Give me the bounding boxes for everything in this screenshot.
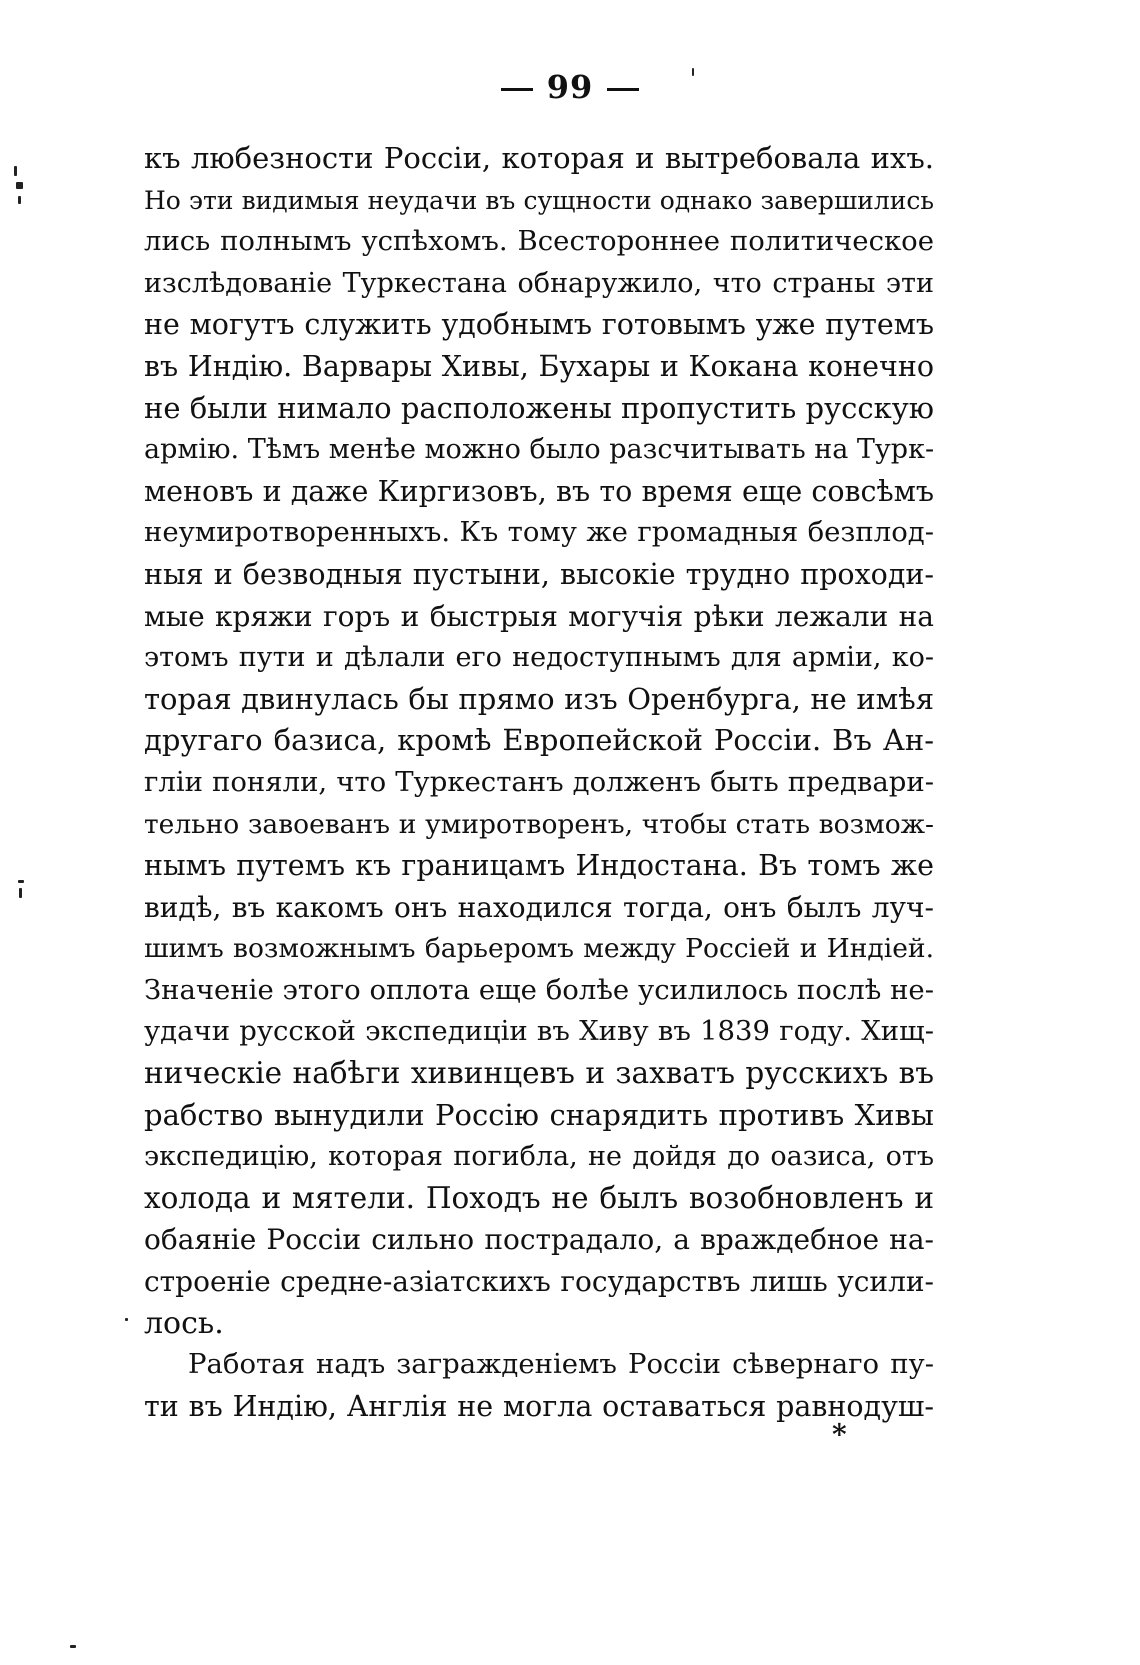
text-line: Значеніе этого оплота еще болѣе усилилось послѣ не- — [144, 973, 934, 1006]
text-line: не были нимало расположены пропустить русскую — [144, 390, 934, 425]
text-line: шимъ возможнымъ барьеромъ между Россіей и Индіей. — [144, 933, 934, 965]
text-line: мые кряжи горъ и быстрыя могучія рѣки лежали на — [144, 599, 934, 633]
text-line: меновъ и даже Киргизовъ, въ то время еще совсѣмъ — [144, 474, 934, 508]
text-line: видѣ, въ какомъ онъ находился тогда, онъ былъ луч- — [144, 890, 934, 924]
scan-speck — [70, 1645, 76, 1648]
text-line: рабство вынудили Россію снарядить противъ Хивы — [144, 1097, 934, 1132]
text-line: холода и мятели. Походъ не былъ возобновленъ и — [144, 1180, 934, 1215]
scan-speck — [692, 68, 694, 76]
scan-speck — [18, 880, 24, 883]
text-line: неумиротворенныхъ. Къ тому же громадныя безплод- — [144, 516, 934, 549]
scan-speck — [18, 196, 21, 204]
text-line: къ любезности Россіи, которая и вытребовала ихъ. — [144, 141, 934, 175]
text-line: другаго базиса, кромѣ Европейской Россіи. Въ Ан- — [144, 723, 934, 758]
text-line: Но эти видимыя неудачи въ сущности однако завершились — [144, 185, 934, 215]
text-line: Работая надъ загражденіемъ Россіи сѣвернаго пу- — [188, 1348, 934, 1381]
text-line: ническіе набѣги хивинцевъ и захватъ русскихъ въ — [144, 1056, 934, 1091]
text-line: изслѣдованіе Туркестана обнаружило, что страны эти — [144, 267, 934, 299]
text-line: въ Индію. Варвары Хивы, Бухары и Кокана конечно — [144, 349, 934, 383]
text-line: экспедицію, которая погибла, не дойдя до оазиса, отъ — [144, 1141, 934, 1173]
paragraph — [144, 1344, 934, 1427]
scan-speck — [16, 182, 23, 189]
text-line: не могутъ служить удобнымъ готовымъ уже путемъ — [144, 308, 934, 342]
text-line: армію. Тѣмъ менѣе можно было разсчитывать на Турк- — [144, 434, 934, 466]
text-line: лись полнымъ успѣхомъ. Всестороннее политическое — [144, 225, 934, 258]
text-line: нымъ путемъ къ границамъ Индостана. Въ томъ же — [144, 849, 934, 883]
signature-mark: * — [832, 1418, 847, 1451]
scan-speck — [125, 1318, 128, 1321]
text-line: строеніе средне-азіатскихъ государствъ лишь усили- — [144, 1265, 934, 1299]
left-dash — [501, 88, 533, 91]
text-line: гліи поняли, что Туркестанъ долженъ быть предвари- — [144, 765, 934, 798]
text-line: торая двинулась бы прямо изъ Оренбурга, не имѣя — [144, 681, 934, 716]
text-line: тельно завоеванъ и умиротворенъ, чтобы стать возмож- — [144, 808, 934, 840]
text-line: ныя и безводныя пустыни, высокіе трудно проходи- — [144, 557, 934, 591]
text-line: лось. — [144, 1305, 224, 1341]
text-line: этомъ пути и дѣлали его недоступнымъ для арміи, ко- — [144, 642, 934, 674]
scan-speck — [14, 166, 17, 176]
text-line: обаяніе Россіи сильно пострадало, а враждебное на- — [144, 1223, 934, 1257]
scan-speck — [19, 888, 22, 898]
page-number-header — [0, 68, 1140, 106]
body-text — [144, 138, 934, 1427]
right-dash — [607, 88, 639, 91]
page-number: 99 — [546, 68, 594, 106]
text-line: ти въ Индію, Англія не могла оставаться равнодуш- — [144, 1389, 934, 1423]
paragraph — [144, 138, 934, 1344]
text-line: удачи русской экспедиціи въ Хиву въ 1839 году. Хищ- — [144, 1015, 934, 1048]
